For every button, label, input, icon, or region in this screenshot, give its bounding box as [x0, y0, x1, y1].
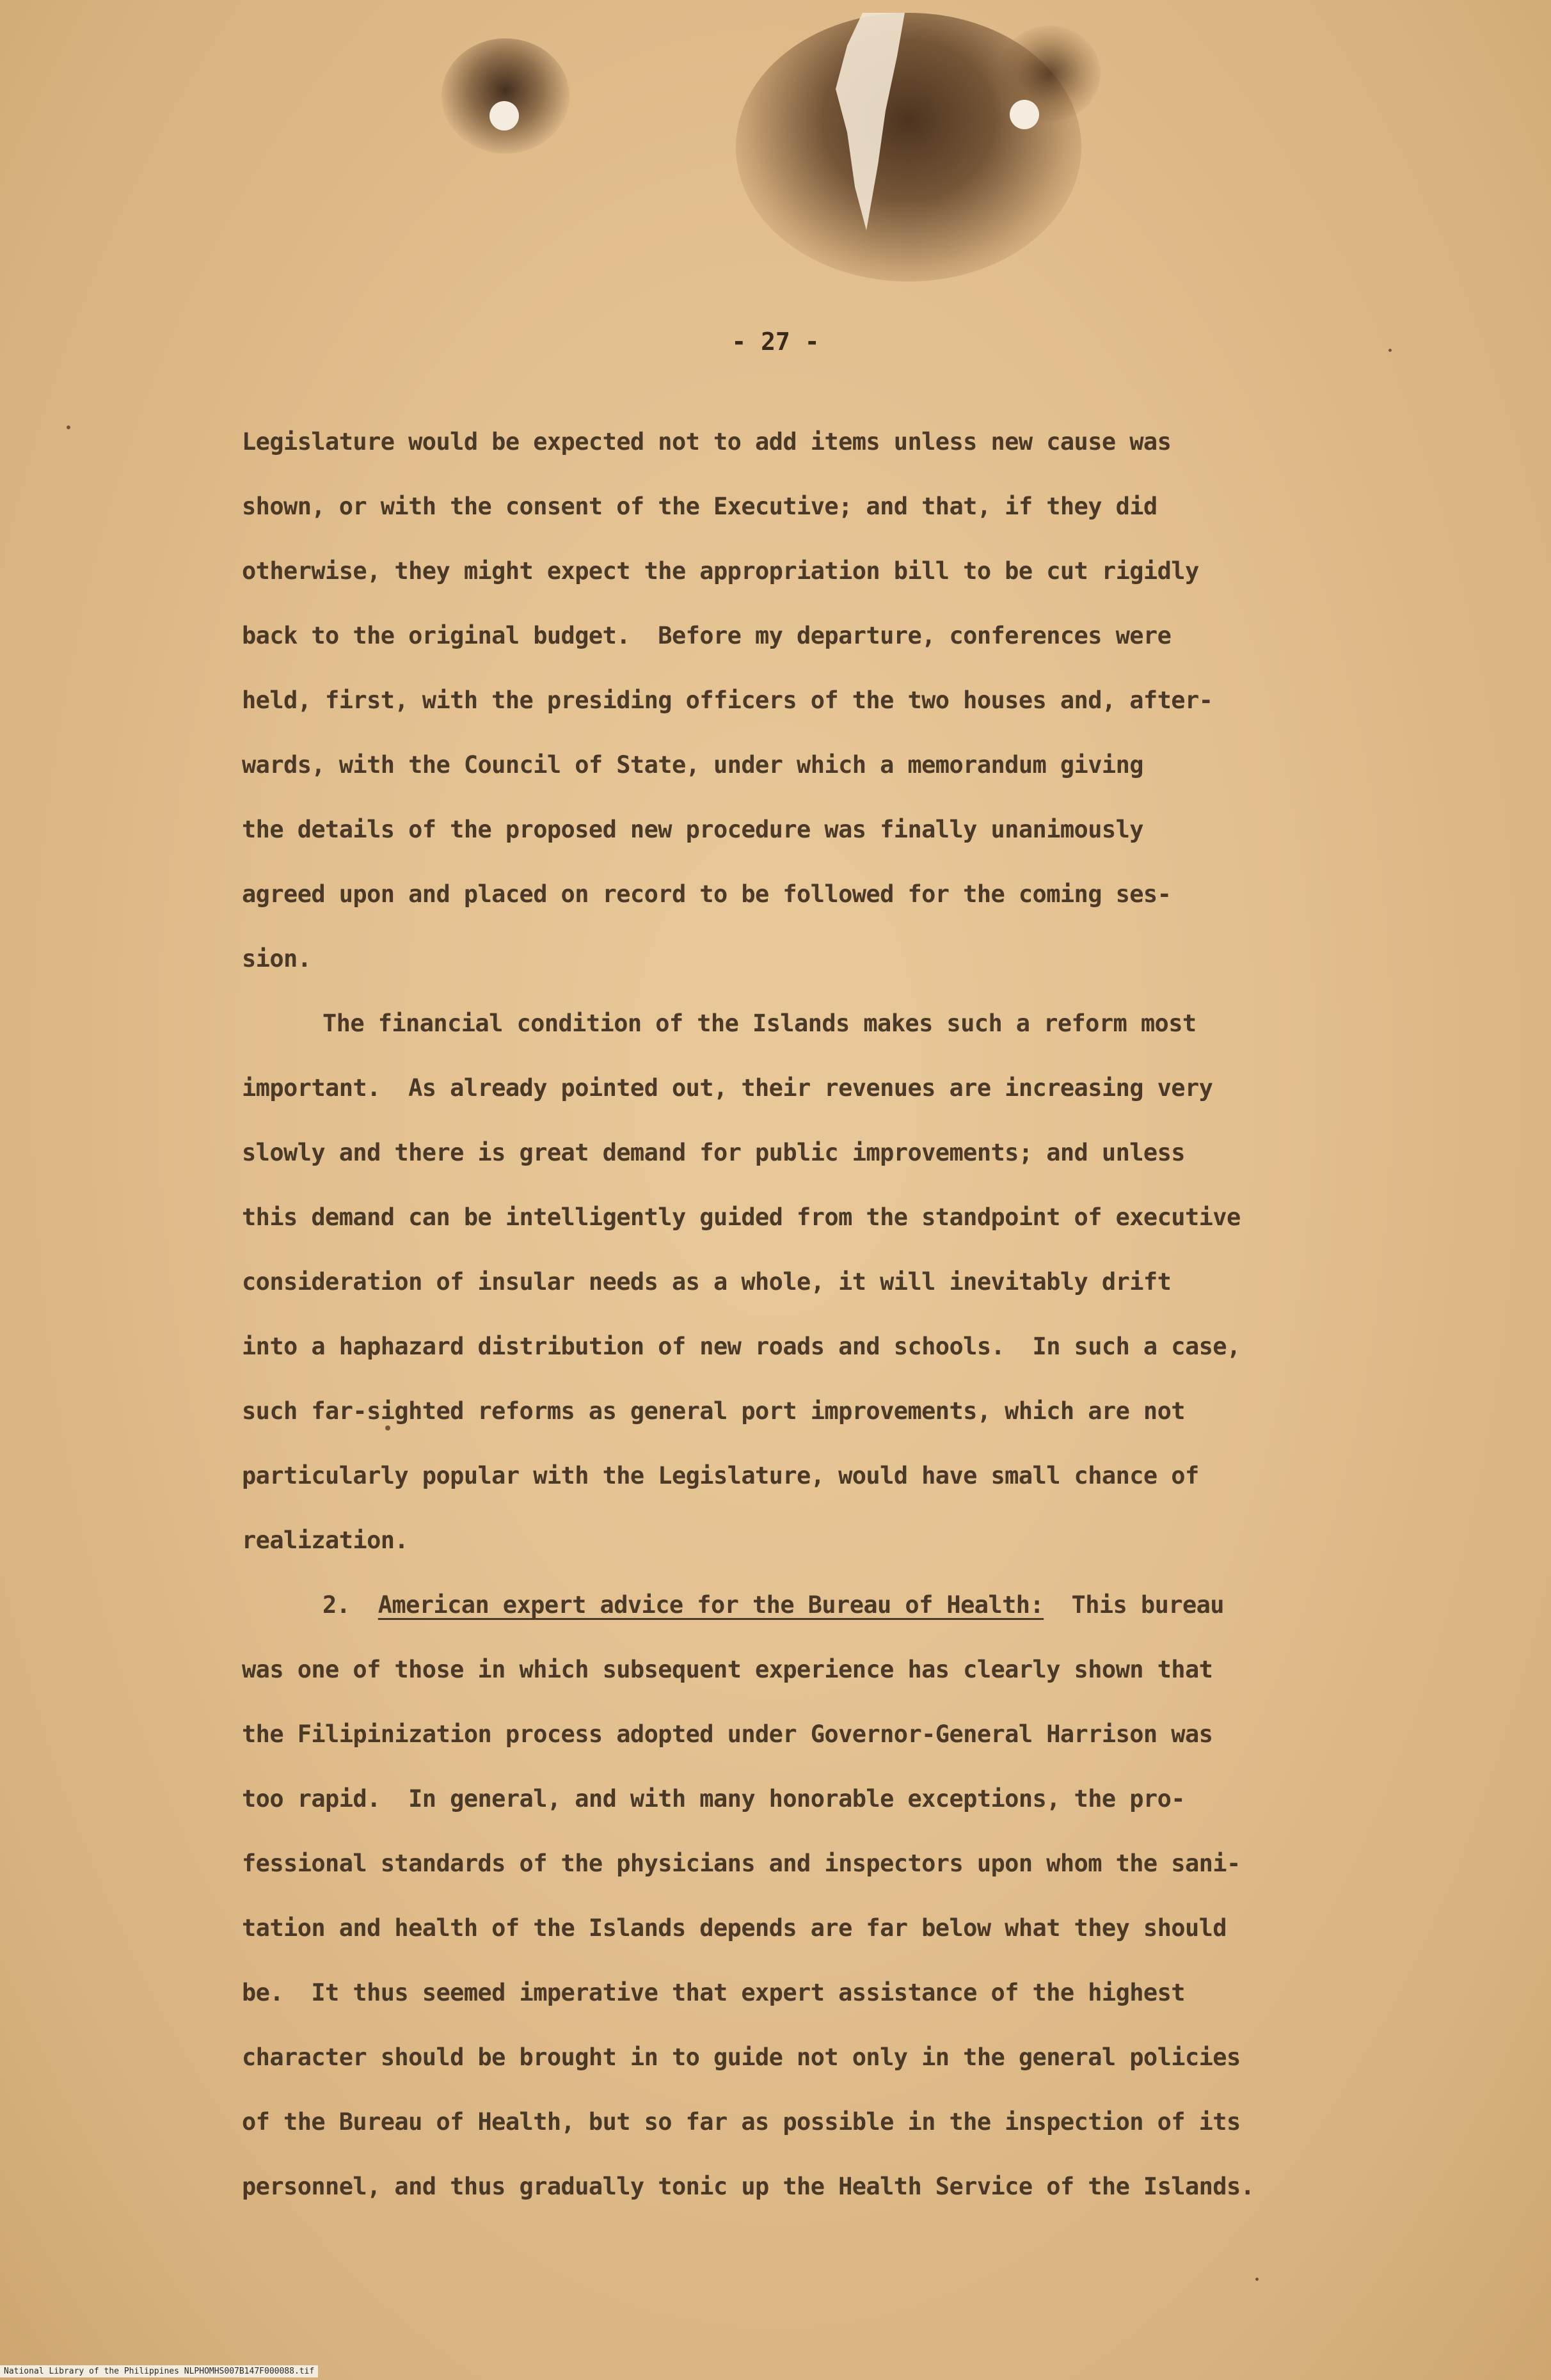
ink-speck	[67, 425, 70, 429]
text-line: consideration of insular needs as a whole, it will inevitably drift	[242, 1268, 1172, 1296]
ink-speck	[1255, 2278, 1259, 2281]
text-line: the Filipinization process adopted under Governor-General Harrison was	[242, 1720, 1213, 1748]
text-line: character should be brought in to guide not only in the general policies	[242, 2043, 1241, 2071]
section-heading-line	[242, 1573, 1406, 1637]
text-line: particularly popular with the Legislature, would have small chance of	[242, 1462, 1199, 1489]
text-line: The financial condition of the Islands makes such a reform most	[322, 1010, 1197, 1037]
text-line: be. It thus seemed imperative that expert assistance of the highest	[242, 1979, 1185, 2006]
text-line: slowly and there is great demand for public improvements; and unless	[242, 1139, 1185, 1166]
text-line: realization.	[242, 1527, 409, 1554]
text-line: important. As already pointed out, their revenues are increasing very	[242, 1074, 1213, 1102]
text-line: Legislature would be expected not to add items unless new cause was	[242, 428, 1172, 456]
text-line: shown, or with the consent of the Executive; and that, if they did	[242, 493, 1157, 520]
text-line: into a haphazard distribution of new roads and schools. In such a case,	[242, 1333, 1241, 1360]
text-line: the details of the proposed new procedure was finally unanimously	[242, 816, 1143, 843]
text-line: agreed upon and placed on record to be followed for the coming ses-	[242, 880, 1172, 908]
punch-hole-right	[1010, 100, 1039, 129]
text-line: wards, with the Council of State, under which a memorandum giving	[242, 751, 1143, 779]
text-line: of the Bureau of Health, but so far as possible in the inspection of its	[242, 2108, 1241, 2136]
text-line: personnel, and thus gradually tonic up the Health Service of the Islands.	[242, 2173, 1255, 2200]
section-heading-rest: This bureau	[1071, 1591, 1224, 1619]
page-number: - 27 -	[731, 328, 820, 356]
burn-stain-left	[441, 38, 569, 154]
text-line: fessional standards of the physicians and inspectors upon whom the sani-	[242, 1850, 1241, 1877]
text-line: tation and health of the Islands depends are far below what they should	[242, 1914, 1227, 1942]
text-line: back to the original budget. Before my departure, conferences were	[242, 622, 1172, 649]
text-line: held, first, with the presiding officers of the two houses and, after-	[242, 686, 1213, 714]
body-text	[242, 409, 1406, 2219]
archive-footer: National Library of the Philippines NLPHOMHS007B147F000088.tif	[0, 2365, 318, 2377]
text-line: otherwise, they might expect the appropriation bill to be cut rigidly	[242, 557, 1199, 585]
section-number: 2.	[322, 1591, 351, 1619]
text-line: was one of those in which subsequent experience has clearly shown that	[242, 1656, 1213, 1683]
text-line: this demand can be intelligently guided from the standpoint of executive	[242, 1203, 1241, 1231]
punch-hole-left	[489, 101, 519, 131]
text-line: sion.	[242, 945, 312, 972]
text-line: too rapid. In general, and with many honorable exceptions, the pro-	[242, 1785, 1185, 1813]
text-line: such far-sighted reforms as general port improvements, which are not	[242, 1397, 1185, 1425]
section-heading: American expert advice for the Bureau of Health:	[378, 1591, 1044, 1619]
